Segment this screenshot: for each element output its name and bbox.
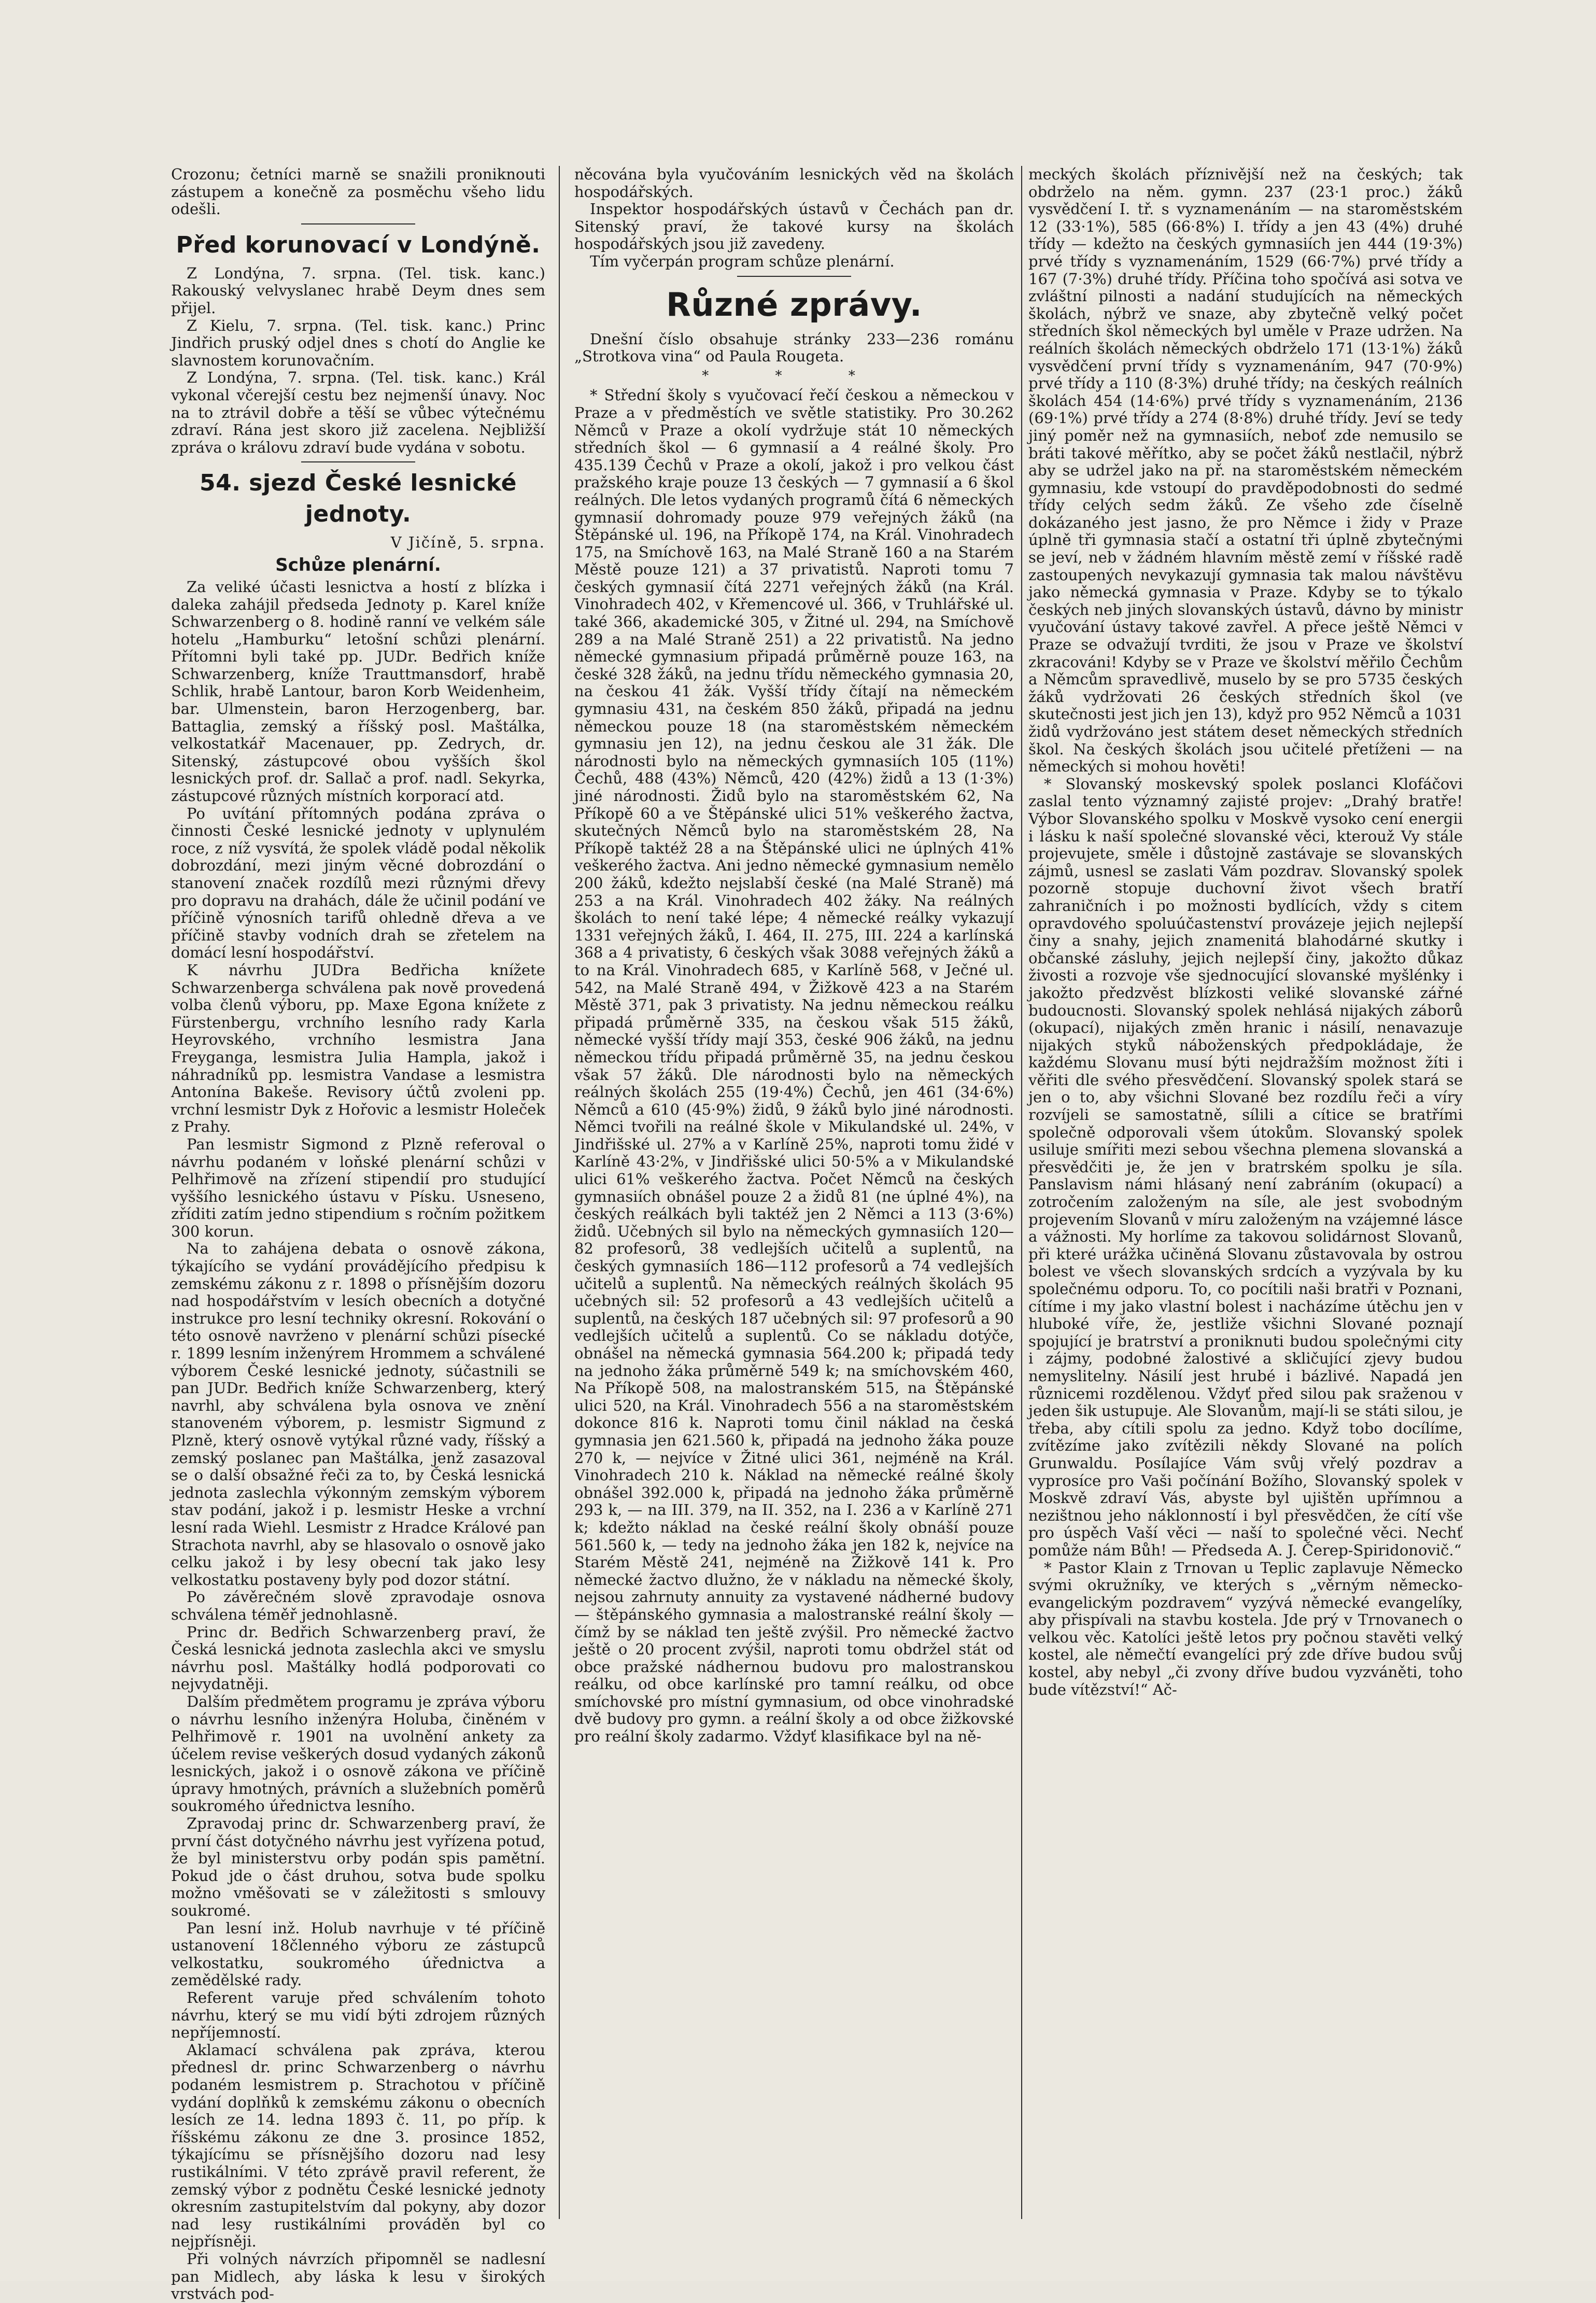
paragraph: Pan lesmistr Sigmond z Plzně referoval o návrhu podaném v loňské plenární schůzi v Pelhřimově na zřízení stipendií pro studující vyššího lesnického ústavu v Písku. Usneseno, zříditi zatím jedno stipendium s ročním požitkem 300 korun. [171,1135,545,1240]
section-stars: * * * [702,368,886,384]
paragraph: Z Londýna, 7. srpna. (Tel. tisk. kanc.) Král vykonal včerejší cestu bez nejmenší únavy. Noc na to ztrávil dobře a těší se vůbec výtečnému zdraví. Rána jest skoro již zacelena. Nejbližší zpráva o královu zdraví bude vydána v sobotu. [171,369,545,456]
dateline: V Jičíně, 5. srpna. [390,533,545,552]
divider [737,276,851,277]
paragraph: * Střední školy s vyučovací řečí českou a německou v Praze a v předměstích ve světle statistiky. Pro 30.262 Němců v Praze a okolí vydržuje stát 10 německých středních škol — 6 gymnasií a 4 reálné školy. Pro 435.139 Čechů v Praze a okolí, jakož i pro velkou část pražského kraje pouze 13 českých — 7 gymnasií a 6 škol reálných. Dle letos vydaných programů čítá 6 německých gymnasií dohromady pouze 979 veřejných žáků (na Štěpánské ul. 196, na Příkopě 174, na Král. Vinohradech 175, na Smíchově 163, na Malé Straně 160 a na Starém Městě pouze 121) a 37 privatistů. Naproti tomu 7 českých gymnasií čítá 2271 veřejných žáků (na Král. Vinohradech 402, v Křemencové ul. 366, v Truhlářské ul. také 366, akademické 305, v Žitné ul. 294, na Smíchově 289 a na Malé Straně 251) a 22 privatistů. Na jedno německé gymnasium připadá průměrně pouze 163, na české 328 žáků, na jednu třídu německého gymnasia 20, na českou 41 žák. Vyšší třídy čítají na německém gymnasiu 431, na českém 850 žáků, připadá na jednu německou pouze 18 (na staroměstském německém gymnasiu jen 12), na jednu českou ale 31 žák. Dle národnosti bylo na německých gymnasiích 105 (11%) Čechů, 488 (43%) Němců, 420 (42%) židů a 13 (1·3%) jiné národnosti. Židů bylo na staroměstském 62, Na Příkopě 60 a ve Štěpánské ulici 51% veškerého žactva, skutečných Němců bylo na staroměstském 28, Na Příkopě taktéž 28 a na Štěpánské ulici ne úplných 41% veškerého žactva. Ani jedno německé gymnasium nemělo 200 žáků, kdežto nejslabší české (na Malé Straně) má 253 a na Král. Vinohradech 402 žáky. Na reálných školách to není také lépe; 4 německé reálky vykazují 1331 veřejných žáků, I. 464, II. 275, III. 224 a karlínská 368 a 4 privatisty, 6 českých však 3088 veřejných žáků a to na Král. Vinohradech 685, v Karlíně 568, v Ječné ul. 542, na Malé Straně 494, v Žižkově 423 a na Starém Městě 371, pak 3 privatisty. Na jednu německou reálku připadá průměrně 335, na českou však 515 žáků, německé vyšší třídy mají 353, české 906 žáků, na jednu německou třídu připadá průměrně 35, na jednu českou však 57 žáků. Dle národnosti bylo na německých reálných školách 255 (19·4%) Čechů, jen 461 (34·6%) Němců a 610 (45·9%) židů, 9 žáků bylo jiné národnosti. Němci tvořili na reálné škole v Mikulandské ul. 24%, v Jindřišské ul. 27% a v Karlíně 25%, naproti tomu židé v Karlíně 43·2%, v Jindřišské ulici 50·5% a v Mikulandské ulici 61% veškerého žactva. Počet Němců na českých gymnasiích obnášel pouze 2 a židů 81 (ne úplné 4%), na českých reálkách byli taktéž jen 2 Němci a 113 (3·6%) židů. Učebných sil bylo na německých gymnasiích 120—82 profesorů, 38 vedlejších učitelů a suplentů, na českých gymnasiích 186—112 profesorů a 74 vedlejších učitelů a suplentů. Na německých reálných školách 95 učebných sil: 52 profesorů a 43 vedlejších učitelů a suplentů, na českých 187 učebných sil: 97 profesorů a 90 vedlejších učitelů a suplentů. Co se nákladu dotýče, obnášel na německá gymnasia 564.200 k; připadá tedy na jednoho žáka průměrně 549 k; na smíchovském 460, Na Příkopě 508, na malostranském 515, na Štěpánské ulici 520, na Král. Vinohradech 556 a na staroměstském dokonce 816 k. Naproti tomu činil náklad na česká gymnasia jen 621.560 k, připadá na jednoho žáka pouze 270 k, — nejvíce v Žitné ulici 361, nejméně na Král. Vinohradech 210 k. Náklad na německé reálné školy obnášel 392.000 k, připadá na jednoho žáka průměrně 293 k, — na III. 379, na II. 352, na I. 236 a v Karlíně 271 k; kdežto náklad na české reální školy obnáší pouze 561.560 k, — tedy na jednoho žáka jen 182 k, nejvíce na Starém Městě 241, nejméně na Žižkově 141 k. Pro německé žactvo dlužno, že v nákladu na německé školy, nejsou zahrnuty annuity za vystavené nádherné budovy — štěpánského gymnasia a malostranské reální školy — čímž by se náklad ten ještě zvýšil. Pro německé žactvo ještě o 20 procent zvýšil, naproti tomu obdržel stát od obce pražské nádhernou budovu pro malostranskou reálku, od obce karlínské pro tamní reálku, od obce smíchovské pro místní gymnasium, od obce vinohradské dvě budovy pro gymn. a reální školy a od obce žižkovské pro reální školy zadarmo. Vždyť klasifikace byl na ně- [574,386,1014,1746]
column-middle [574,166,1014,2229]
column-right [1028,166,1463,2229]
divider [301,461,415,462]
paragraph: Crozonu; četníci marně se snažili proniknouti zástupem a konečně za posměchu všeho lidu odešli. [171,165,545,218]
paragraph: Z Kielu, 7. srpna. (Tel. tisk. kanc.) Princ Jindřich pruský odjel dnes s chotí do Anglie ke slavnostem korunovačním. [171,316,545,369]
paragraph: Z Londýna, 7. srpna. (Tel. tisk. kanc.) Rakouský velvyslanec hrabě Deym dnes sem přijel. [171,264,545,317]
paragraph: Dnešní číslo obsahuje stránky 233—236 románu „Strotkova vina“ od Paula Rougeta. [574,330,1014,366]
paragraph: * Pastor Klain z Trnovan u Teplic zaplavuje Německo svými okružníky, ve kterých s „věrným německo-evangelickým pozdravem“ vyzývá německé evangelíky, aby přispívali na stavbu kostela. Jde prý v Trnovanech o velkou věc. Katolíci ještě letos pry počnou stavěti velký kostel, ale němečtí evangelíci prý zde dříve budou svůj kostel, aby nebyl „či zvony dříve budou vyzváněti, toho bude vítězství!“ Ač- [1028,1558,1463,1698]
divider [301,223,415,224]
column-left [171,165,545,2303]
headline-various-news: Různé zprávy. [666,285,922,324]
paragraph: Za veliké účasti lesnictva a hostí z blízka i daleka zahájil předseda Jednoty p. Karel kníže Schwarzenberg o 8. hodině ranní ve velkém sále hotelu „Hamburku“ letošní schůzi plenární. Přítomni byli také pp. JUDr. Bedřich kníže Schwarzenberg, kníže Trauttmansdorf, hrabě Schlik, hrabě Lantour, baron Korb Weidenheim, bar. Ulmenstein, baron Herzogenberg, bar. Battaglia, zemský a říšský posl. Maštálka, velkostatkář Macenauer, pp. Zedrych, dr. Sitenský, zástupcové obou vyšších škol lesnických prof. dr. Sallač a prof. nadl. Sekyrka, zástupcové různých místních korporací atd. [171,578,545,805]
paragraph: Inspektor hospodářských ústavů v Čechách pan dr. Sitenský praví, že takové kursy na školách hospodářských jsou již zavedeny. [574,200,1014,253]
headline-forestry-congress: 54. sjezd České lesnické jednoty. [200,470,517,528]
column-rule [1021,166,1022,2219]
paragraph: Na to zahájena debata o osnově zákona, týkajícího se vydání provádějícího předpisu k zemskému zákonu z r. 1898 o přísnějším dozoru nad hospodářstvím v lesích obecních a dotyčné instrukce pro lesní techniky okresní. Rokování o této osnově navrženo v plenární schůzi písecké r. 1899 lesním inženýrem Hrommem a schválené výborem České lesnické jednoty, súčastnili se pan JUDr. Bedřich kníže Schwarzenberg, který navrhl, aby schválena byla osnova ve znění stanoveném výborem, p. lesmistr Sigmund z Plzně, který osnově vytýkal různé vady, říšský a zemský poslanec pan Maštálka, jenž zasazoval se o další obsažné řeči za to, by Česká lesnická jednota zaslechla výkonným zemským výborem stav podání, jakož i p. lesmistr Heske a vrchní lesní rada Wiehl. Lesmistr z Hradce Králové pan Strachota navrhl, aby se hlasovalo o osnově jako celku jakož i by lesy obecní tak jako lesy velkostatku postaveny byly pod dozor státní. [171,1240,545,1589]
paragraph: Zpravodaj princ dr. Schwarzenberg praví, že první část dotyčného návrhu jest vyřízena potud, že byl ministerstvu orby podán spis pamětní. Pokud jde o část druhou, sotva bude spolku možno vměšovati se v záležitosti s smlouvy soukromé. [171,1815,545,1920]
paragraph: Referent varuje před schválením tohoto návrhu, který se mu vidí býti zdrojem různých nepříjemností. [171,1989,545,2042]
paragraph: meckých školách příznivější než na českých; tak obdrželo na něm. gymn. 237 (23·1 proc.) žáků vysvědčení I. tř. s vyznamenáním — na staroměstském 12 (33·1%), 585 (66·8%) I. třídy a jen 43 (4%) druhé třídy — kdežto na českých gymnasiích jen 444 (19·3%) prvé třídy s vyznamenáním, 1529 (66·7%) prvé třídy a 167 (7·3%) druhé třídy. Příčina toho spočívá asi sotva ve zvláštní pilnosti a nadání studujících na německých školách, nýbrž ve snaze, aby zbytečně velký počet středních škol německých byl uměle v Praze udržen. Na reálních školách německých obdrželo 171 (13·1%) žáků vysvědčení první třídy s vyznamenáním, 947 (70·9%) prvé třídy a 110 (8·3%) druhé třídy; na českých reálních školách 454 (14·6%) prvé třídy s vyznamenáním, 2136 (69·1%) prvé třídy a 274 (8·8%) druhé třídy. Jeví se tedy jiný poměr než na gymnasiích, neboť zde nemusilo se bráti takové měřítko, aby se počet žáků nestlačil, nýbrž aby se udržel jako na př. na staroměstském německém gymnasiu, kde vstoupí do pravděpodobnosti do sedmé třídy celých sedm žáků. Ze všeho zde číselně dokázaného jest jasno, že pro Němce i židy v Praze úplně tři gymnasia stačí a ostatní tři úplně zbytečnými se jeví, neb v žádném hlavním městě zemí v říšské radě zastoupených nevykazují gymnasia tak malou návštěvu jako německá gymnasia v Praze. Kdyby se to týkalo českých neb jiných slovanských ústavů, dávno by ministr vyučování ústavy takové zavřel. A přece ještě Němci v Praze se odvažují tvrditi, že jsou v Praze ve školství zkracováni! Kdyby se v Praze ve školství měřilo Čechům a Němcům spravedlivě, muselo by se pro 5735 českých žáků vydržovati 26 českých středních škol (ve skutečnosti jest jich jen 13), když pro 952 Němců a 1031 židů vydržováno jest státem deset německých středních škol. Na českých školách jsou učitelé přetíženi — na německých si mohou hověti! [1028,165,1463,776]
paragraph: Dalším předmětem programu je zpráva výboru o návrhu lesního inženýra Holuba, činěném v Pelhřimově r. 1901 na uvolnění ankety za účelem revise veškerých dosud vydaných zákonů lesnických, jakož i o osnově zákona ve příčině úpravy hmotných, právních a služebních poměrů soukromého úřednictva lesního. [171,1692,545,1815]
paragraph: Princ dr. Bedřich Schwarzenberg praví, že Česká lesnická jednota zaslechla akci ve smyslu návrhu posl. Maštálky hodlá podporovati co nejvydatněji. [171,1623,545,1693]
paragraph: něcována byla vyučováním lesnických věd na školách hospodářských. [574,165,1014,201]
paragraph: Po uvítání přítomných podána zpráva o činnosti České lesnické jednoty v uplynulém roce, z níž vysvítá, že spolek vládě podal několik dobrozdání, mezi jiným věcné dobrozdání o stanovení značek rozdílů mezi různými dřevy pro dopravu na drahách, dále že učinil podání ve příčině výnosních tarifů ohledně dřeva a ve příčině stavby vodních drah se zřetelem na domácí lesní hospodářství. [171,804,545,962]
paragraph: K návrhu JUDra Bedřicha knížete Schwarzenberga schválena pak nově provedená volba členů výboru, pp. Maxe Egona knížete z Fürstenbergu, vrchního lesního rady Karla Heyrovského, vrchního lesmistra Jana Freyganga, lesmistra Julia Hampla, jakož i náhradníků pp. lesmistra Vandase a lesmistra Antonína Bakeše. Revisory účtů zvoleni pp. vrchní lesmistr Dyk z Hořovic a lesmistr Holeček z Prahy. [171,961,545,1136]
column-rule [559,166,560,2219]
headline-coronation: Před korunovací v Londýně. [176,231,541,258]
paragraph: Tím vyčerpán program schůze plenární. [590,252,895,270]
paragraph: Po závěrečném slově zpravodaje osnova schválena téměř jednohlasně. [171,1588,545,1623]
paragraph: * Slovanský moskevský spolek poslanci Klofáčovi zaslal tento významný zajisté projev: „Drahý bratře! Výbor Slovanského spolku v Moskvě vysoko cení energii i lásku k naší společné slovanské věci, kterouž Vy stále projevujete, směle i důstojně zastávaje se slovanských zájmů, usnesl se zaslati Vám pozdrav. Slovanský spolek pozorně stopuje duchovní život všech bratří zahraničních i po možnosti bydlících, vždy s citem opravdového spoluúčastenství provázeje jejich nejlepší činy a snahy, jejich znamenitá blahodárné skutky i občanské zásluhy, jejich nejlepší činy, jakožto důkaz živosti a rozvoje vše sjednocující slovanské myšlénky i jakožto předzvěst blízkosti veliké slovanské zářné budoucnosti. Slovanský spolek nehlásá nijakých záborů (okupací), nijakých změn hranic i násilí, nenavazuje nijakých styků náboženských předpokládaje, že každému Slovanu musí býti nejdražším možnost žíti i věřiti dle svého přesvědčení. Slovanský spolek stará se jen o to, aby všichni Slované bez rozdílu řeči a víry rozvíjeli se samostatně, sílili a cítice se bratřími společně odporovali všem útokům. Slovanský spolek usiluje smířiti mezi sebou všechna plemena slovanská a přesvědčiti je, že jen v bratrském spolku je síla. Panslavism námi hlásaný není zabráním (okupací) a zotročením založeným na síle, ale jest svobodným projevením Slovanů v míru založeným na vzájemné lásce a vážnosti. My horlíme za takovou solidárnost Slovanů, při které urážka učiněná Slovanu zůstavovala by ostrou bolest ve všech slovanských srdcích a vyzývala by ku společnému odporu. To, co pocítili naši bratři v Poznani, cítíme i my jako vlastní bolest i nacházíme útěchu jen v hluboké víře, že, jestliže všichni Slované poznají spojující je bratrství a proniknuti budou společnými city i zájmy, podobné žalostivé a skličující zjevy budou nemyslitelny. Násilí jest hrubé i bázlivé. Napadá jen různicemi rozdělenou. Vždyť před silou pak sraženou v jeden šik ustupuje. Ale Slovanům, mají-li se státi silou, je třeba, aby cítili spolu za jedno. Když tobo docílíme, zvítězíme jako zvítězili někdy Slované na polích Grunwaldu. Posílajíce Vám svůj vřelý pozdrav a vyprosíce pro Vaši počínání Božího, Slovanský spolek v Moskvě zdraví Vás, abyste byl ujištěn upřímnou a nezištnou jeho náklonností i byl přesvědčen, že cítí vše pro úspěch Vaší věci — naší to společné věci. Nechť pomůže nám Bůh! — Předseda A. J. Čerep-Spiridonovič.“ [1028,775,1463,1559]
subheadline-plenary: Schůze plenární. [275,554,441,575]
paragraph: Aklamací schválena pak zpráva, kterou přednesl dr. princ Schwarzenberg o návrhu podaném lesmistrem p. Strachotou v příčině vydání doplňků k zemskému zákonu o obecních lesích ze 14. ledna 1893 č. 11, po příp. k říšskému zákonu ze dne 3. prosince 1852, týkajícímu se přísnějšího dozoru nad lesy rustikálními. V této zprávě pravil referent, že zemský výbor z podnětu České lesnické jednoty okresním zastupitelstvím dal pokyny, aby dozor nad lesy rustikálními prováděn byl co nejpřísněji. [171,2041,545,2251]
paragraph: Pan lesní inž. Holub navrhuje v té příčině ustanovení 18členného výboru ze zástupců velkostatku, soukromého úřednictva a zemědělské rady. [171,1919,545,1989]
paragraph: Při volných návrzích připomněl se nadlesní pan Midlech, aby láska k lesu v širokých vrstvách pod- [171,2250,545,2303]
